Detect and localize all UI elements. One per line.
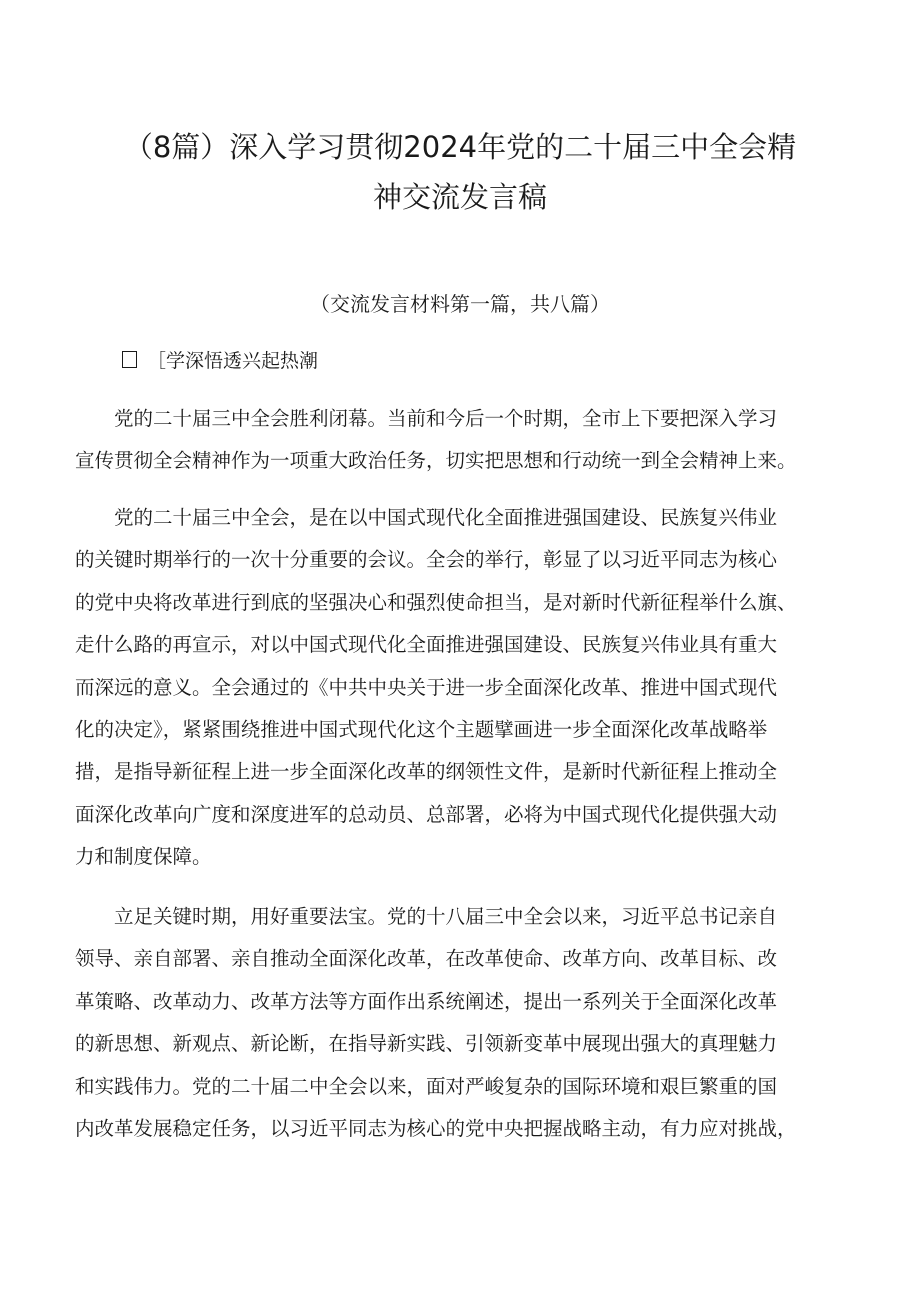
checkbox-square-icon bbox=[122, 351, 137, 368]
paragraph-1 bbox=[75, 398, 865, 483]
paragraph-line: 面深化改革向广度和深度进军的总动员、总部署，必将为中国式现代化提供强大动 bbox=[75, 802, 778, 826]
paragraph-3 bbox=[75, 896, 865, 1150]
paragraph-line: 党的二十届三中全会胜利闭幕。当前和今后一个时期，全市上下要把深入学习 bbox=[114, 407, 778, 430]
paragraph-line: 党的二十届三中全会，是在以中国式现代化全面推进强国建设、民族复兴伟业 bbox=[114, 506, 778, 529]
paragraph-line: 内改革发展稳定任务，以习近平同志为核心的党中央把握战略主动，有力应对挑战， bbox=[75, 1117, 797, 1141]
paragraph-line: 化的决定》，紧紧围绕推进中国式现代化这个主题擘画进一步全面深化改革战略举 bbox=[75, 718, 768, 742]
section-heading-text: ［学深悟透兴起热潮 bbox=[147, 350, 319, 372]
section-heading bbox=[122, 346, 318, 376]
paragraph-line: 革策略、改革动力、改革方法等方面作出系统阐述，提出一系列关于全面深化改革 bbox=[75, 989, 778, 1013]
document-subtitle: （交流发言材料第一篇，共八篇） bbox=[310, 292, 610, 316]
paragraph-line: 宣传贯彻全会精神作为一项重大政治任务，切实把思想和行动统一到全会精神上来。 bbox=[75, 449, 797, 473]
document-title-line-1: （8篇）深入学习贯彻2024年党的二十届三中全会精 bbox=[123, 130, 797, 164]
paragraph-line: 措，是指导新征程上进一步全面深化改革的纲领性文件，是新时代新征程上推动全 bbox=[75, 760, 778, 784]
paragraph-line: 走什么路的再宣示，对以中国式现代化全面推进强国建设、民族复兴伟业具有重大 bbox=[75, 633, 778, 657]
paragraph-line: 的党中央将改革进行到底的坚强决心和强烈使命担当，是对新时代新征程举什么旗、 bbox=[75, 590, 797, 614]
document-title bbox=[120, 122, 800, 222]
paragraph-line: 和实践伟力。党的二十届二中全会以来，面对严峻复杂的国际环境和艰巨繁重的国 bbox=[75, 1074, 778, 1098]
document-title-line-2: 神交流发言稿 bbox=[372, 180, 547, 214]
paragraph-2 bbox=[75, 497, 865, 879]
paragraph-line: 领导、亲自部署、亲自推动全面深化改革，在改革使命、改革方向、改革目标、改 bbox=[75, 947, 778, 971]
paragraph-line: 力和制度保障。 bbox=[75, 845, 212, 869]
paragraph-line: 的新思想、新观点、新论断，在指导新实践、引领新变革中展现出强大的真理魅力 bbox=[75, 1032, 778, 1056]
paragraph-line: 立足关键时期，用好重要法宝。党的十八届三中全会以来，习近平总书记亲自 bbox=[114, 905, 778, 928]
paragraph-line: 而深远的意义。全会通过的《中共中央关于进一步全面深化改革、推进中国式现代 bbox=[75, 675, 778, 699]
paragraph-line: 的关键时期举行的一次十分重要的会议。全会的举行，彰显了以习近平同志为核心 bbox=[75, 548, 778, 572]
